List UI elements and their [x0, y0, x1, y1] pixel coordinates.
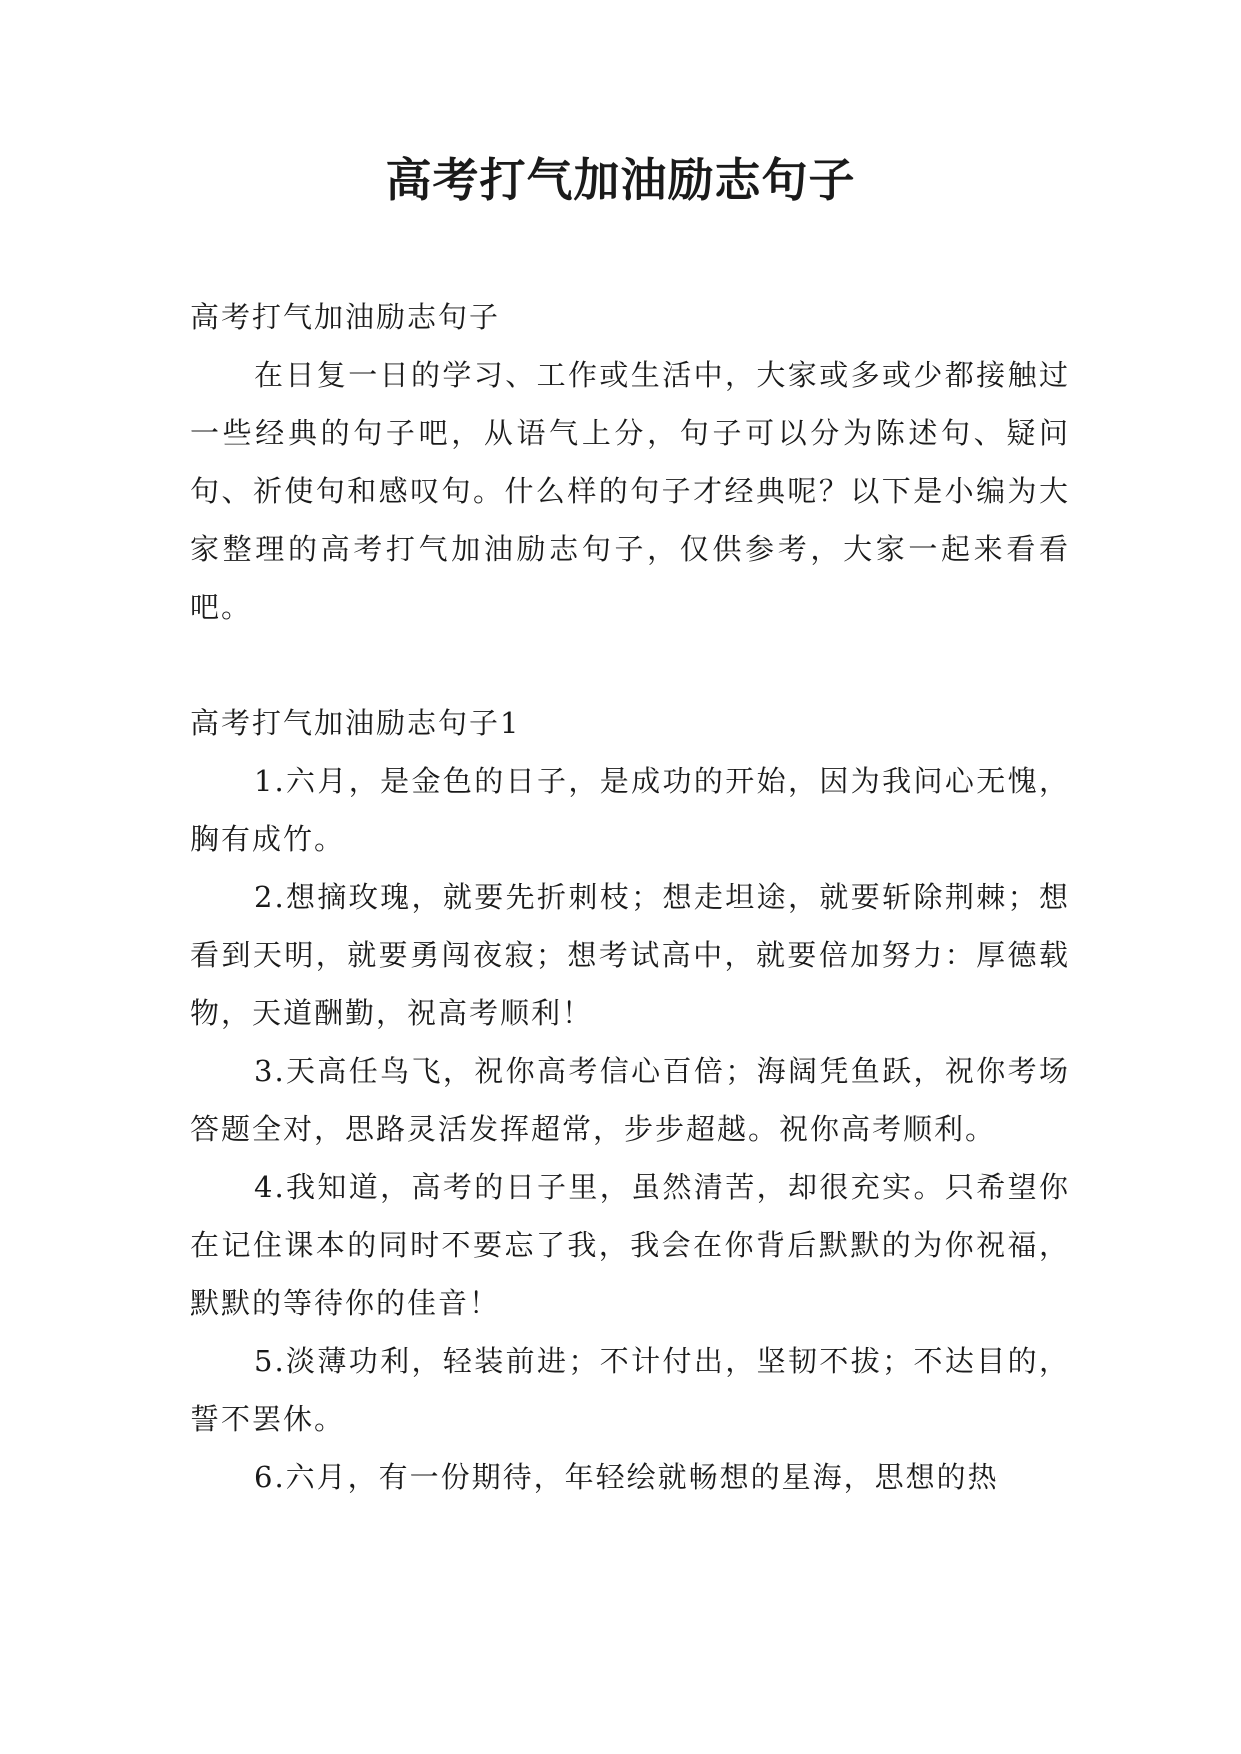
intro-heading: 高考打气加油励志句子	[190, 300, 501, 334]
document-body	[190, 288, 1070, 1506]
intro-paragraph: 在日复一日的学习、工作或生活中，大家或多或少都接触过一些经典的句子吧，从语气上分，句子可以分为陈述句、疑问句、祈使句和感叹句。什么样的句子才经典呢？以下是小编为大家整理的高考打气加油励志句子，仅供参考，大家一起来看看吧。	[190, 358, 1070, 624]
list-item: 5.淡薄功利，轻装前进；不计付出，坚韧不拔；不达目的，誓不罢休。	[190, 1344, 1070, 1436]
section-heading: 高考打气加油励志句子1	[190, 706, 521, 740]
list-item: 6.六月，有一份期待，年轻绘就畅想的星海，思想的热	[254, 1460, 999, 1494]
list-item: 4.我知道，高考的日子里，虽然清苦，却很充实。只希望你在记住课本的同时不要忘了我，我会在你背后默默的为你祝福，默默的等待你的佳音！	[190, 1170, 1070, 1320]
list-item: 3.天高任鸟飞，祝你高考信心百倍；海阔凭鱼跃，祝你考场答题全对，思路灵活发挥超常，步步超越。祝你高考顺利。	[190, 1054, 1070, 1146]
list-item: 1.六月，是金色的日子，是成功的开始，因为我问心无愧，胸有成竹。	[190, 764, 1070, 856]
document-title: 高考打气加油励志句子	[385, 153, 856, 207]
paragraph-spacer	[190, 636, 1070, 694]
list-item: 2.想摘玫瑰，就要先折刺枝；想走坦途，就要斩除荆棘；想看到天明，就要勇闯夜寂；想考试高中，就要倍加努力：厚德载物，天道酬勤，祝高考顺利！	[190, 880, 1070, 1030]
